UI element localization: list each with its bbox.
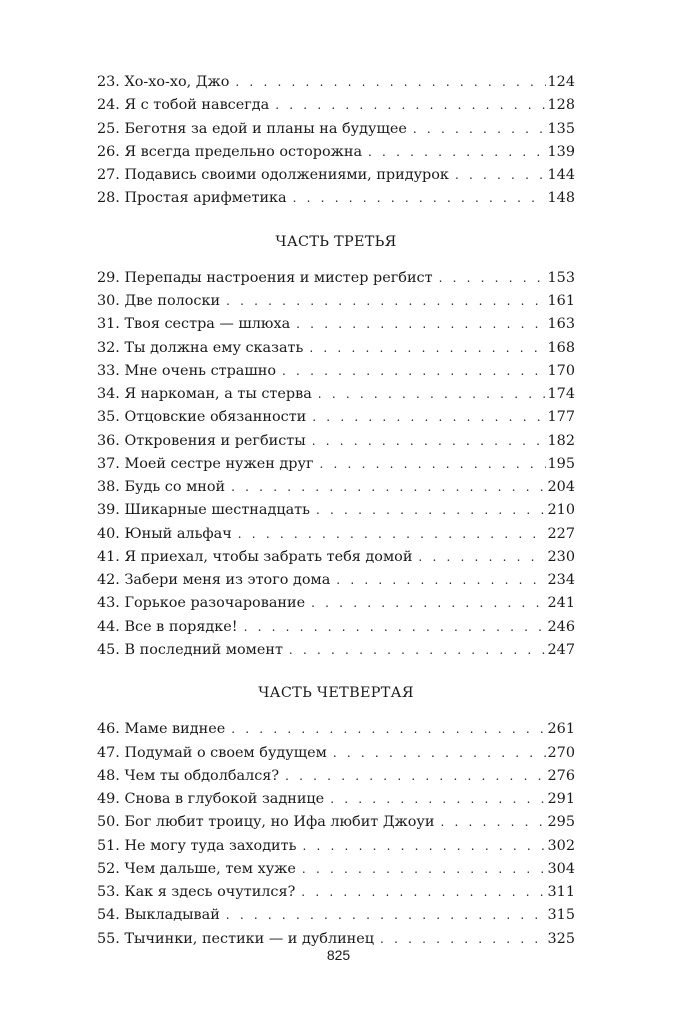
toc-entry[interactable] [97,858,575,881]
chapter-page-number: 230 [547,548,575,565]
chapter-title: 24. Я с тобой навсегда [97,97,270,114]
toc-entry[interactable] [97,187,575,210]
toc-entry[interactable] [97,360,575,383]
dot-leader [285,765,545,788]
chapter-title: 29. Перепады настроения и мистер регбист [97,269,433,286]
chapter-page-number: 168 [547,339,575,356]
chapter-title: 32. Ты должна ему сказать [97,339,304,356]
chapter-title: 55. Тычинки, пестики — и дублинец [97,930,375,947]
chapter-title: 47. Подумай о своем будущем [97,744,327,761]
chapter-page-number: 302 [547,837,575,854]
toc-entry[interactable] [97,592,575,615]
chapter-page-number: 241 [547,595,575,612]
chapter-title: 41. Я приехал, чтобы забрать тебя домой [97,548,413,565]
chapter-page-number: 182 [547,432,575,449]
dot-leader [320,453,546,476]
toc-entry[interactable] [97,313,575,336]
dot-leader [336,569,545,592]
toc-entry[interactable] [97,616,575,639]
dot-leader [441,811,546,834]
dot-leader [231,476,545,499]
chapter-title: 45. В последний момент [97,641,283,658]
toc-entry[interactable] [97,337,575,360]
chapter-title: 54. Выкладывай [97,907,220,924]
chapter-page-number: 135 [547,120,575,137]
toc-entry[interactable] [97,765,575,788]
chapter-page-number: 124 [547,74,575,90]
dot-leader [244,616,546,639]
part-heading: ЧАСТЬ ЧЕТВЕРТАЯ [258,685,414,701]
dot-leader [282,360,546,383]
dot-leader [439,267,546,290]
dot-leader [226,904,546,927]
chapter-title: 53. Как я здесь очутился? [97,884,296,900]
toc-entry[interactable] [97,523,575,546]
dot-leader [226,290,545,313]
chapter-page-number: 210 [547,502,575,519]
dot-leader [312,430,546,453]
dot-leader [330,788,545,811]
dot-leader [301,881,545,904]
chapter-page-number: 270 [547,744,575,761]
table-of-contents [97,71,575,951]
chapter-title: 23. Хо-хо-хо, Джо [97,74,230,90]
chapter-page-number: 170 [547,362,575,379]
chapter-page-number: 227 [547,525,575,542]
chapter-page-number: 128 [547,97,575,114]
part-heading: ЧАСТЬ ТРЕТЬЯ [275,233,397,250]
dot-leader [296,313,545,336]
chapter-page-number: 246 [547,618,575,635]
dot-leader [231,718,545,741]
chapter-title: 26. Я всегда предельно осторожна [97,143,363,160]
toc-entry[interactable] [97,569,575,592]
chapter-page-number: 177 [547,409,575,426]
chapter-title: 30. Две полоски [97,293,221,309]
chapter-page-number: 153 [547,269,575,286]
chapter-page-number: 204 [547,479,575,495]
dot-leader [316,499,546,522]
chapter-page-number: 325 [547,930,575,947]
toc-entry[interactable] [97,94,575,117]
toc-entry[interactable] [97,718,575,741]
chapter-title: 51. Не могу туда заходить [97,837,297,854]
chapter-page-number: 195 [547,455,575,472]
dot-leader [302,858,546,881]
toc-entry[interactable] [97,639,575,662]
chapter-title: 42. Забери меня из этого дома [97,572,331,588]
chapter-title: 40. Юный альфач [97,525,232,542]
page-number: 825 [326,947,351,963]
dot-leader [368,141,546,164]
dot-leader [413,118,546,141]
chapter-title: 38. Будь со мной [97,479,226,495]
toc-entry[interactable] [97,383,575,406]
chapter-title: 31. Твоя сестра — шлюха [97,316,291,333]
chapter-title: 50. Бог любит троицу, но Ифа любит Джоуи [97,814,435,831]
toc-entry[interactable] [97,267,575,290]
toc-entry[interactable] [97,811,575,834]
dot-leader [293,187,546,210]
chapter-title: 35. Отцовские обязанности [97,409,307,426]
chapter-title: 52. Чем дальше, тем хуже [97,860,296,877]
toc-entry[interactable] [97,835,575,858]
chapter-page-number: 163 [547,316,575,333]
chapter-title: 44. Все в порядке! [97,618,238,635]
toc-entry[interactable] [97,118,575,141]
chapter-page-number: 311 [547,884,575,900]
chapter-page-number: 276 [547,767,575,784]
chapter-page-number: 234 [547,572,575,588]
chapter-title: 46. Маме виднее [97,721,226,738]
toc-entry[interactable] [97,499,575,522]
toc-entry[interactable] [97,742,575,765]
toc-entry[interactable] [97,164,575,187]
dot-leader [311,592,545,615]
dot-leader [235,71,545,94]
chapter-title: 36. Откровения и регбисты [97,432,306,449]
toc-entry[interactable] [97,881,575,904]
chapter-title: 34. Я наркоман, а ты стерва [97,386,312,402]
chapter-page-number: 148 [547,190,575,207]
dot-leader [318,383,546,406]
chapter-title: 48. Чем ты обдолбался? [97,767,280,784]
chapter-title: 25. Беготня за едой и планы на будущее [97,120,407,137]
toc-entry[interactable] [97,904,575,927]
toc-entry[interactable] [97,788,575,811]
chapter-title: 27. Подавись своими одолжениями, придурок [97,167,449,183]
toc-entry[interactable] [97,546,575,569]
dot-leader [312,406,545,429]
chapter-title: 37. Моей сестре нужен друг [97,455,314,472]
chapter-page-number: 174 [547,386,575,402]
toc-entry[interactable] [97,71,575,94]
toc-entry[interactable] [97,430,575,453]
chapter-page-number: 304 [547,860,575,877]
toc-entry[interactable] [97,290,575,313]
chapter-title: 33. Мне очень страшно [97,362,277,379]
chapter-title: 39. Шикарные шестнадцать [97,502,310,519]
chapter-page-number: 295 [547,814,575,831]
toc-entry[interactable] [97,476,575,499]
toc-entry[interactable] [97,406,575,429]
chapter-page-number: 161 [547,293,575,309]
dot-leader [289,639,546,662]
dot-leader [238,523,546,546]
chapter-title: 49. Снова в глубокой заднице [97,791,325,807]
toc-entry[interactable] [97,141,575,164]
chapter-page-number: 291 [547,791,575,807]
chapter-page-number: 139 [547,143,575,160]
toc-entry[interactable] [97,453,575,476]
dot-leader [455,164,546,187]
dot-leader [309,337,545,360]
chapter-page-number: 315 [547,907,575,924]
dot-leader [275,94,545,117]
chapter-page-number: 247 [547,641,575,658]
toc-body [97,71,575,951]
chapter-title: 28. Простая арифметика [97,190,287,207]
dot-leader [302,835,545,858]
chapter-page-number: 144 [547,167,575,183]
chapter-title: 43. Горькое разочарование [97,595,306,612]
dot-leader [418,546,545,569]
dot-leader [333,742,546,765]
chapter-page-number: 261 [547,721,575,738]
